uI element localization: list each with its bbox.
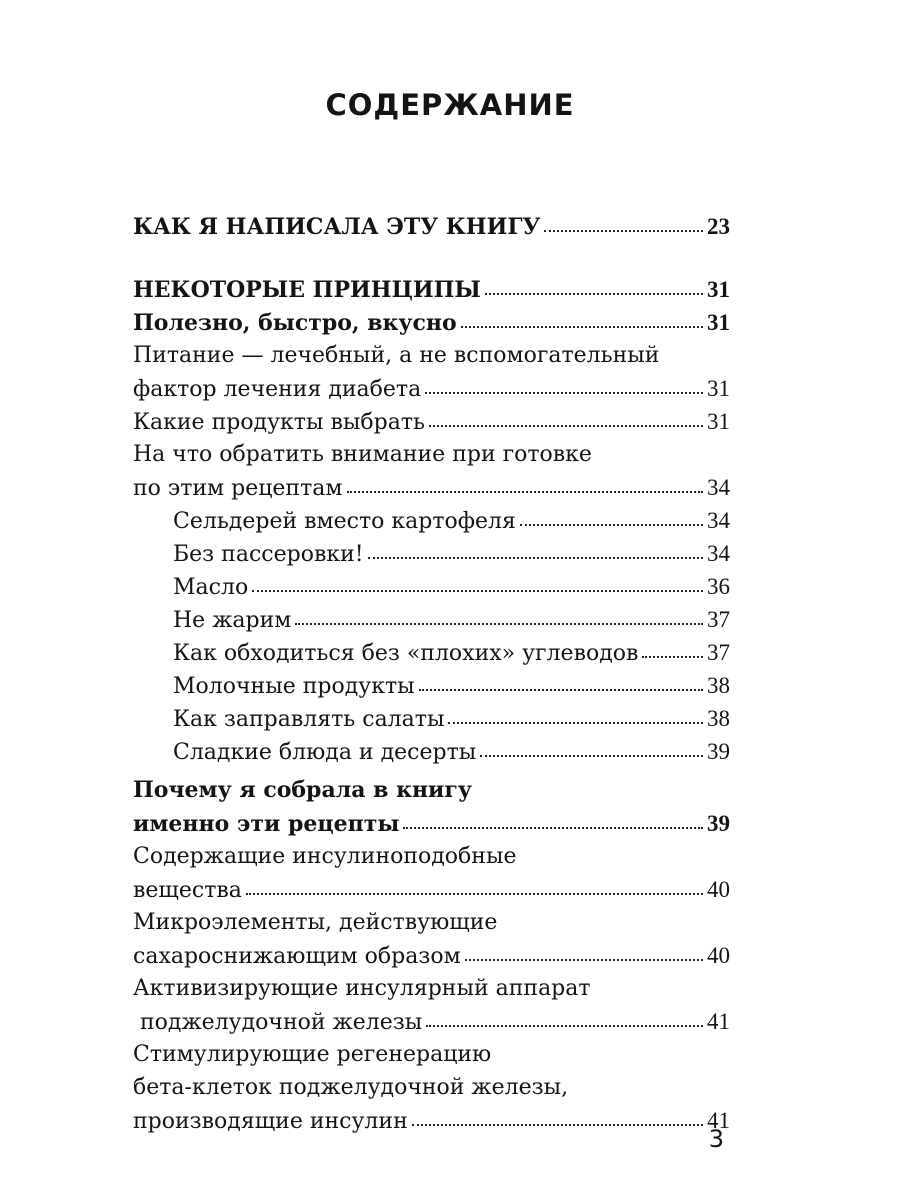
toc-page-number: 31	[707, 409, 730, 434]
toc-entry-title: производящие инсулин	[133, 1109, 408, 1134]
toc-page-number: 38	[707, 706, 730, 731]
table-of-contents	[133, 210, 730, 1137]
toc-page-number: 34	[707, 541, 730, 566]
toc-entry-title: фактор лечения диабета	[133, 377, 422, 402]
toc-entry-title: Полезно, быстро, вкусно	[133, 310, 457, 336]
toc-page-number: 40	[707, 877, 730, 902]
toc-entry-title: Без пассеровки!	[173, 542, 364, 567]
dot-leader	[448, 722, 703, 724]
toc-subentry	[133, 702, 730, 735]
toc-entry-title: КАК Я НАПИСАЛА ЭТУ КНИГУ	[133, 214, 541, 240]
page-title: СОДЕРЖАНИЕ	[325, 88, 575, 122]
toc-entry	[133, 840, 730, 906]
toc-entry	[133, 273, 730, 306]
dot-leader	[246, 893, 703, 895]
toc-entry	[133, 339, 730, 405]
page-number: 3	[708, 1125, 724, 1153]
toc-entry-title-line: Содержащие инсулиноподобные	[133, 844, 517, 869]
toc-entry-title: Как обходиться без «плохих» углеводов	[173, 641, 639, 666]
toc-entry-title: поджелудочной железы	[133, 1010, 423, 1035]
toc-entry	[133, 1038, 730, 1137]
toc-page-number: 37	[707, 607, 730, 632]
toc-page-number: 34	[707, 475, 730, 500]
toc-page-number: 31	[707, 310, 730, 335]
toc-entry-title: НЕКОТОРЫЕ ПРИНЦИПЫ	[133, 277, 481, 303]
toc-entry	[133, 438, 730, 504]
toc-entry-title: Как заправлять салаты	[173, 707, 445, 732]
toc-entry-title: сахароснижающим образом	[133, 944, 461, 969]
toc-subentry	[133, 735, 730, 768]
toc-page-number: 39	[707, 811, 730, 836]
dot-leader	[544, 230, 703, 232]
toc-entry-title-line: Почему я собрала в книгу	[133, 777, 472, 803]
toc-entry	[133, 774, 730, 840]
dot-leader	[403, 827, 703, 829]
toc-page-number: 31	[707, 277, 730, 302]
dot-leader	[295, 623, 703, 625]
dot-leader	[252, 590, 703, 592]
toc-subentry	[133, 504, 730, 537]
toc-subentry	[133, 570, 730, 603]
toc-entry	[133, 972, 730, 1038]
toc-subentry	[133, 537, 730, 570]
toc-page-number: 39	[707, 739, 730, 764]
dot-leader	[368, 557, 703, 559]
toc-entry-title: именно эти рецепты	[133, 811, 400, 837]
toc-entry-title-line: Микроэлементы, действующие	[133, 910, 498, 935]
dot-leader	[412, 1124, 703, 1126]
dot-leader	[642, 656, 703, 658]
dot-leader	[461, 326, 703, 328]
toc-page-number: 41	[707, 1009, 730, 1034]
toc-entry-title-line: Питание — лечебный, а не вспомогательный	[133, 343, 660, 368]
toc-page-number: 38	[707, 673, 730, 698]
toc-page-number: 40	[707, 943, 730, 968]
toc-entry-title: Сельдерей вместо картофеля	[173, 509, 516, 534]
dot-leader	[347, 491, 704, 493]
toc-entry-title: Не жарим	[173, 608, 292, 633]
toc-subentry	[133, 669, 730, 702]
toc-entry-title-line: Стимулирующие регенерацию	[133, 1042, 492, 1067]
toc-page-number: 41	[707, 1108, 730, 1133]
toc-entry-title: Сладкие блюда и десерты	[173, 740, 477, 765]
toc-page-number: 37	[707, 640, 730, 665]
toc-page-number: 34	[707, 508, 730, 533]
toc-entry-title: Масло	[173, 575, 249, 600]
toc-entry-title: по этим рецептам	[133, 476, 343, 501]
toc-entry-title: Молочные продукты	[173, 674, 415, 699]
toc-entry-title-line: Активизирующие инсулярный аппарат	[133, 976, 591, 1001]
toc-page-number: 23	[707, 214, 730, 239]
toc-subentry	[133, 636, 730, 669]
dot-leader	[465, 959, 703, 961]
dot-leader	[429, 425, 703, 427]
dot-leader	[485, 293, 703, 295]
toc-subentry	[133, 603, 730, 636]
toc-page-number: 31	[707, 376, 730, 401]
dot-leader	[425, 392, 703, 394]
toc-entry-title-line: На что обратить внимание при готовке	[133, 442, 592, 467]
toc-entry-title: вещества	[133, 878, 242, 903]
dot-leader	[480, 755, 703, 757]
dot-leader	[419, 689, 703, 691]
toc-entry	[133, 210, 730, 243]
dot-leader	[426, 1025, 703, 1027]
toc-entry-title: Какие продукты выбрать	[133, 410, 425, 435]
toc-entry	[133, 306, 730, 339]
dot-leader	[520, 524, 703, 526]
toc-page-number: 36	[707, 574, 730, 599]
toc-entry	[133, 906, 730, 972]
toc-entry-title-line: бета-клеток поджелудочной железы,	[133, 1075, 569, 1100]
toc-entry	[133, 405, 730, 438]
